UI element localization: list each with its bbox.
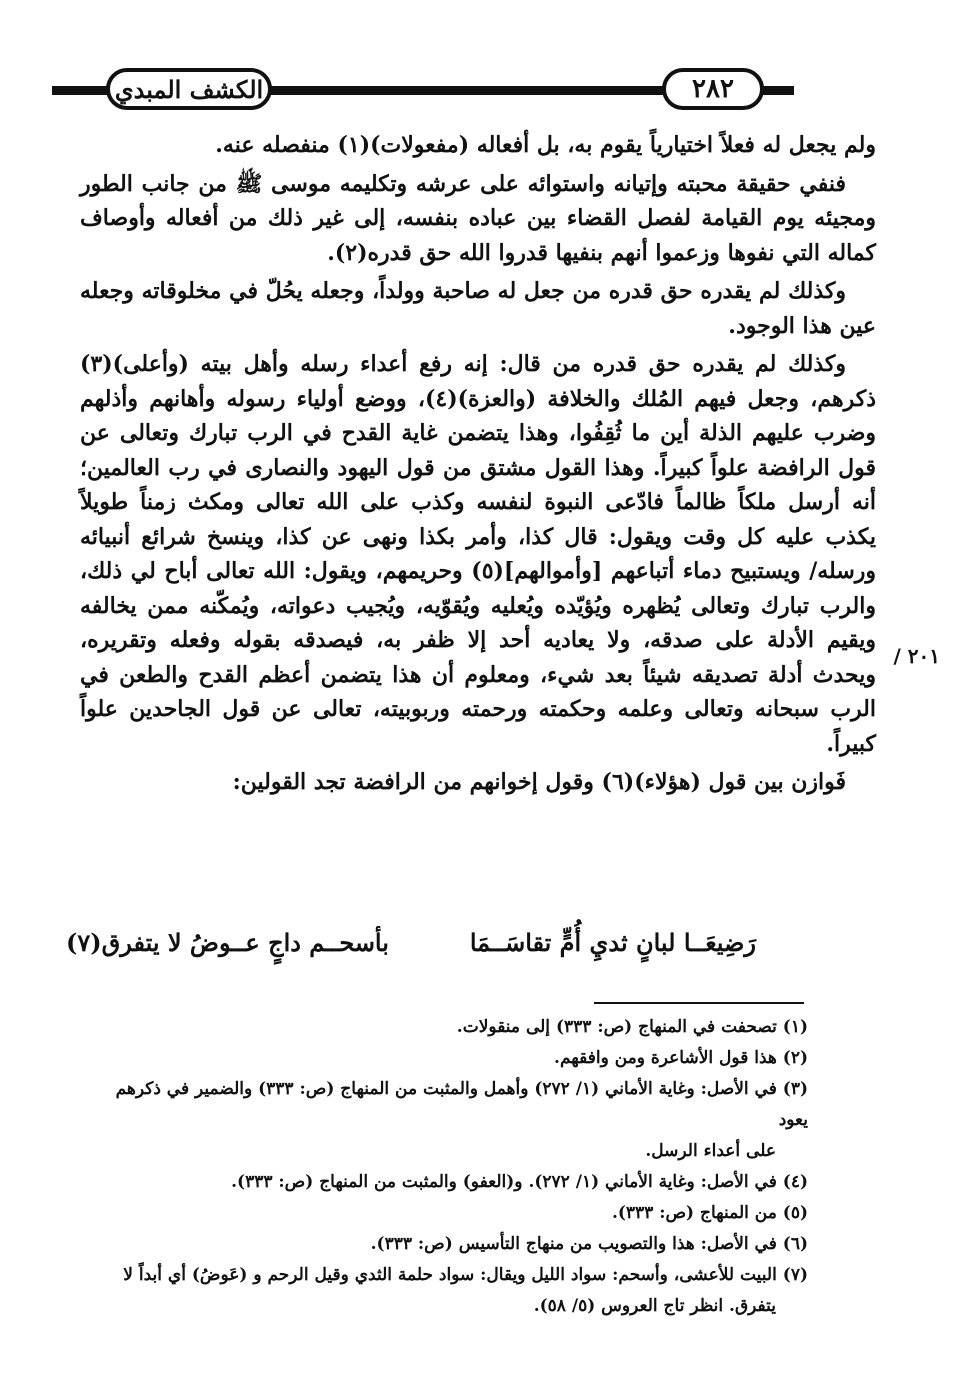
footnote-6: (٦) في الأصل: هذا والتصويب من منهاج التأسيس (ص: ٣٣٣). [370, 1234, 808, 1254]
footnote-5: (٥) من المنهاج (ص: ٣٣٣). [611, 1203, 808, 1223]
margin-folio-note: ٢٠١ / [893, 644, 940, 668]
footnote-7-continuation: يتفرق. انظر تاج العروس (٥/ ٥٨). [533, 1296, 776, 1316]
verse-hemistich-2: بأسحــم داجٍ عــوضُ لا يتفرق(٧) [66, 928, 389, 957]
footnotes [88, 1012, 808, 1322]
paragraph-1: ولم يجعل له فعلاً اختيارياً يقوم به، بل أفعاله (مفعولات)(١) منفصله عنه. [215, 132, 876, 158]
paragraph-3: وكذلك لم يقدره حق قدره من جعل له صاحبة وولداً، وجعله يحُلّ في مخلوقاته وجعله عين هذا الوجود. [80, 278, 876, 339]
page-number: ٢٨٢ [662, 68, 764, 110]
paragraph-4: وكذلك لم يقدره حق قدره من قال: إنه رفع أعداء رسله وأهل بيته (وأعلى)(٣) ذكرهم، وجعل فيهم المُلك والخلافة (والعزة)(٤)، ووضع أولياء رسوله وأهانهم وأذلهم وضرب عليهم الذلة أين ما ثُقِفُوا، وهذا يتضمن غاية القدح في الرب تبارك وتعالى عن قول الرافضة علواً كبيراً. وهذا القول مشتق من قول اليهود والنصارى في رب العالمين؛ أنه أرسل ملكاً ظالماً فادّعى النبوة لنفسه وكذب على الله تعالى ومكث زمناً طويلاً يكذب عليه كل وقت ويقول: قال كذا، وأمر بكذا ونهى عن كذا، وينسخ شرائع أنبيائه ورسله/ ويستبيح دماء أتباعهم [وأموالهم](٥) وحريمهم، ويقول: الله تعالى أباح لي ذلك، والرب تبارك وتعالى يُظهره ويُؤيّده ويُعليه ويُقوّيه، ويُجيب دعواته، ويُمكّنه ممن يخالفه ويقيم الأدلة على صدقه، ولا يعاديه أحد إلا ظفر به، فيصدقه بقوله وفعله وتقريره، ويحدث أدلة تصديقه شيئاً بعد شيء، ومعلوم أن هذا يتضمن أعظم القدح والطعن في الرب سبحانه وتعالى وعلمه وحكمته ورحمته وربوبيته، تعالى عن قول الجاحدين علواً كبيراً. [80, 351, 876, 757]
page-header [52, 64, 794, 120]
footnote-3: (٣) في الأصل: وغاية الأماني (١/ ٢٧٢) وأهمل والمثبت من المنهاج (ص: ٣٣٣) والضمير في ذكرهم يعود [115, 1079, 808, 1130]
poetry-verse [66, 928, 756, 957]
paragraph-5: فَوازن بين قول (هؤلاء)(٦) وقول إخوانهم من الرافضة تجد القولين: [232, 769, 846, 795]
footnote-separator [594, 1002, 804, 1004]
footnote-7: (٧) البيت للأعشى، وأسحم: سواد الليل ويقال: سواد حلمة الثدي وقيل الرحم و (عَوضُ) أي أبداً لا [123, 1265, 808, 1285]
main-text [80, 128, 876, 804]
book-title: الكشف المبدي [106, 68, 272, 110]
footnote-4: (٤) في الأصل: وغاية الأماني (١/ ٢٧٢). و(العفو) والمثبت من المنهاج (ص: ٣٣٣). [231, 1172, 808, 1192]
footnote-2: (٢) هذا قول الأشاعرة ومن وافقهم. [554, 1048, 808, 1068]
verse-hemistich-1: رَضِيعَــا لبانٍ ثديِ أُمٍّ تقاسَــمَا [469, 928, 756, 957]
footnote-3-continuation: على أعداء الرسل. [645, 1141, 776, 1161]
footnote-1: (١) تصحفت في المنهاج (ص: ٣٣٣) إلى منقولات. [456, 1017, 808, 1037]
paragraph-2: فنفي حقيقة محبته وإتيانه واستوائه على عرشه وتكليمه موسى ﷺ من جانب الطور ومجيئه يوم القيامة لفصل القضاء بين عباده بنفسه، إلى غير ذلك من أفعاله وأوصاف كماله التي نفوها وزعموا أنهم بنفيها قدروا الله حق قدره(٢). [80, 170, 876, 266]
